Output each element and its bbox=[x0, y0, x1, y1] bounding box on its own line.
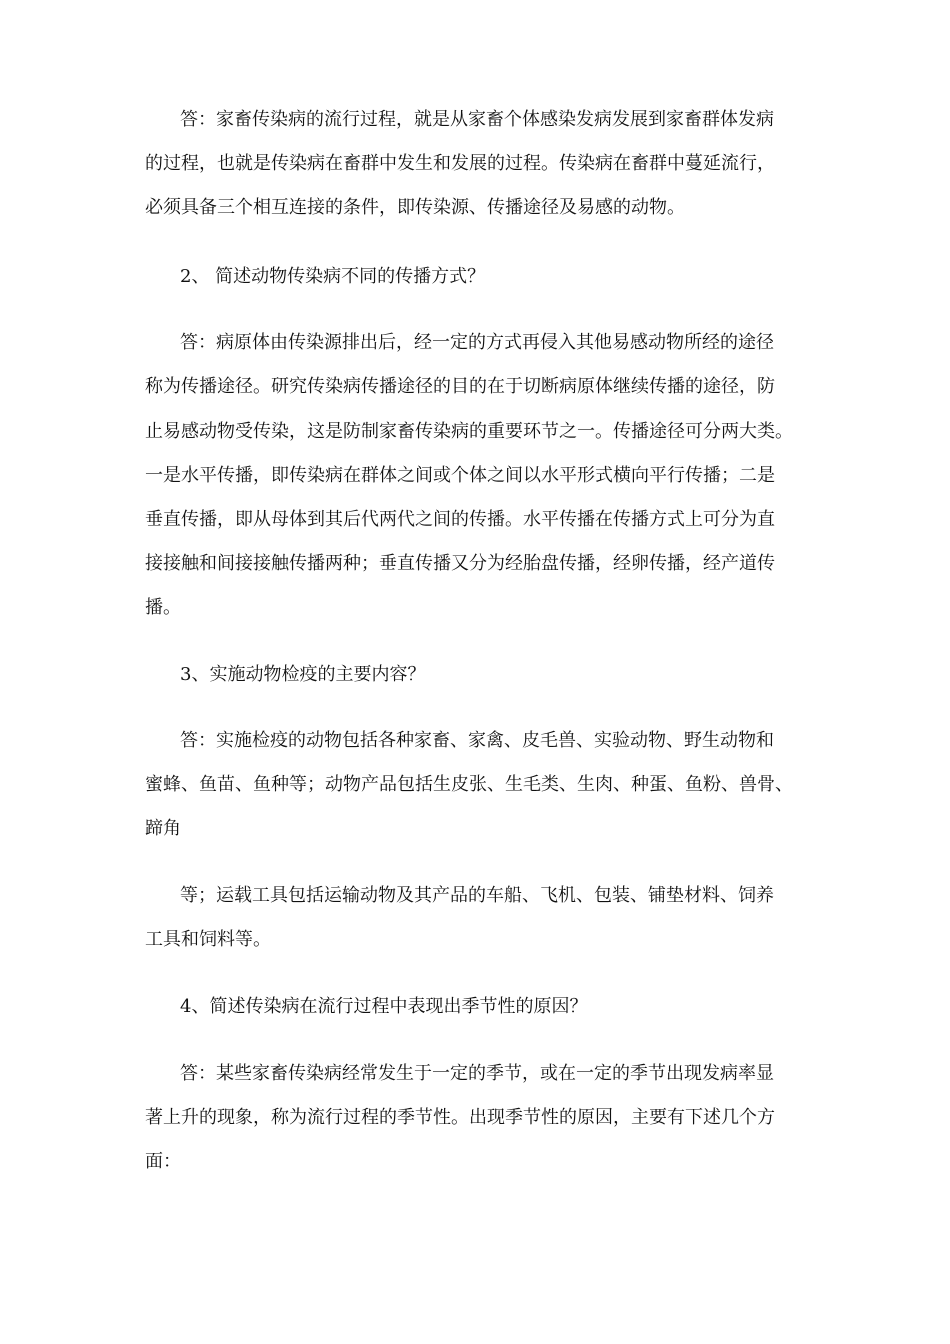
paragraph-line: 答：某些家畜传染病经常发生于一定的季节，或在一定的季节出现发病率显 bbox=[180, 1063, 774, 1084]
paragraph-line: 答：实施检疫的动物包括各种家畜、家禽、皮毛兽、实验动物、野生动物和 bbox=[180, 730, 774, 751]
paragraph-line: 蹄角 bbox=[145, 818, 181, 839]
paragraph-line: 等；运载工具包括运输动物及其产品的车船、飞机、包装、铺垫材料、饲养 bbox=[180, 885, 774, 906]
paragraph-line: 蜜蜂、鱼苗、鱼种等；动物产品包括生皮张、生毛类、生肉、种蛋、鱼粉、兽骨、 bbox=[145, 774, 793, 795]
paragraph-line: 工具和饲料等。 bbox=[145, 929, 271, 950]
paragraph-line: 播。 bbox=[145, 597, 181, 618]
question-heading: 3、实施动物检疫的主要内容？ bbox=[180, 664, 426, 685]
paragraph-line: 止易感动物受传染，这是防制家畜传染病的重要环节之一。传播途径可分两大类。 bbox=[145, 421, 793, 442]
paragraph-line: 答：病原体由传染源排出后，经一定的方式再侵入其他易感动物所经的途径 bbox=[180, 332, 774, 353]
paragraph-line: 的过程，也就是传染病在畜群中发生和发展的过程。传染病在畜群中蔓延流行， bbox=[145, 153, 775, 174]
paragraph-line: 接接触和间接接触传播两种；垂直传播又分为经胎盘传播，经卵传播，经产道传 bbox=[145, 553, 775, 574]
paragraph-line: 一是水平传播，即传染病在群体之间或个体之间以水平形式横向平行传播；二是 bbox=[145, 465, 775, 486]
paragraph-line: 面： bbox=[145, 1151, 181, 1172]
question-heading: 4、简述传染病在流行过程中表现出季节性的原因？ bbox=[180, 996, 588, 1017]
paragraph-line: 答：家畜传染病的流行过程，就是从家畜个体感染发病发展到家畜群体发病 bbox=[180, 109, 774, 130]
paragraph-line: 垂直传播，即从母体到其后代两代之间的传播。水平传播在传播方式上可分为直 bbox=[145, 509, 775, 530]
question-heading: 2、 简述动物传染病不同的传播方式？ bbox=[180, 266, 486, 287]
paragraph-line: 著上升的现象，称为流行过程的季节性。出现季节性的原因，主要有下述几个方 bbox=[145, 1107, 775, 1128]
paragraph-line: 称为传播途径。研究传染病传播途径的目的在于切断病原体继续传播的途径，防 bbox=[145, 376, 775, 397]
paragraph-line: 必须具备三个相互连接的条件，即传染源、传播途径及易感的动物。 bbox=[145, 197, 685, 218]
